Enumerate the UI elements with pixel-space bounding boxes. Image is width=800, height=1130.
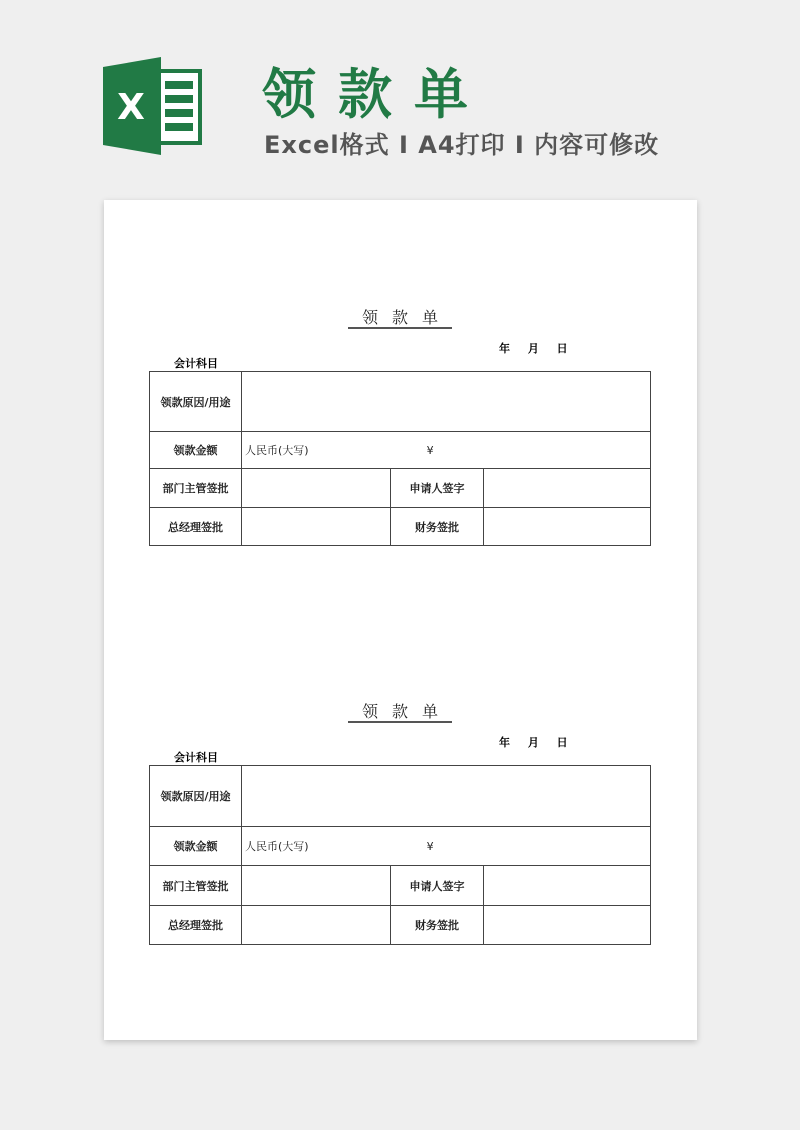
rmb-label: 人民币(大写) — [245, 840, 309, 853]
gm-label: 总经理签批 — [150, 906, 242, 945]
applicant-label: 申请人签字 — [391, 866, 484, 906]
excel-logo-icon — [103, 57, 203, 155]
form-date: 年 月 日 — [499, 736, 568, 749]
rmb-label: 人民币(大写) — [245, 444, 309, 457]
reason-field[interactable] — [242, 372, 651, 432]
dept-field[interactable] — [242, 469, 391, 508]
header-title: 领款单 — [262, 63, 490, 126]
form-title: 领款单 — [348, 702, 452, 723]
amount-field[interactable] — [242, 827, 651, 866]
finance-field[interactable] — [484, 906, 651, 945]
gm-field[interactable] — [242, 906, 391, 945]
yen-label: ¥ — [426, 444, 434, 457]
form-table — [149, 765, 651, 945]
dept-label: 部门主管签批 — [150, 866, 242, 906]
svg-text:X: X — [117, 87, 145, 128]
account-label: 会计科目 — [174, 357, 218, 370]
form-date: 年 月 日 — [499, 342, 568, 355]
reason-field[interactable] — [242, 766, 651, 827]
gm-label: 总经理签批 — [150, 508, 242, 546]
dept-field[interactable] — [242, 866, 391, 906]
yen-label: ¥ — [426, 840, 434, 853]
dept-label: 部门主管签批 — [150, 469, 242, 508]
form-table — [149, 371, 651, 546]
reason-label: 领款原因/用途 — [150, 372, 242, 432]
amount-label: 领款金额 — [150, 827, 242, 866]
reason-label: 领款原因/用途 — [150, 766, 242, 827]
finance-label: 财务签批 — [391, 508, 484, 546]
header-subtitle: Excel格式 I A4打印 I 内容可修改 — [264, 131, 660, 159]
form-title: 领款单 — [348, 308, 452, 329]
finance-label: 财务签批 — [391, 906, 484, 945]
applicant-field[interactable] — [484, 866, 651, 906]
amount-label: 领款金额 — [150, 432, 242, 469]
document-page — [104, 200, 697, 1040]
account-label: 会计科目 — [174, 751, 218, 764]
applicant-field[interactable] — [484, 469, 651, 508]
gm-field[interactable] — [242, 508, 391, 546]
amount-field[interactable] — [242, 432, 651, 469]
finance-field[interactable] — [484, 508, 651, 546]
applicant-label: 申请人签字 — [391, 469, 484, 508]
